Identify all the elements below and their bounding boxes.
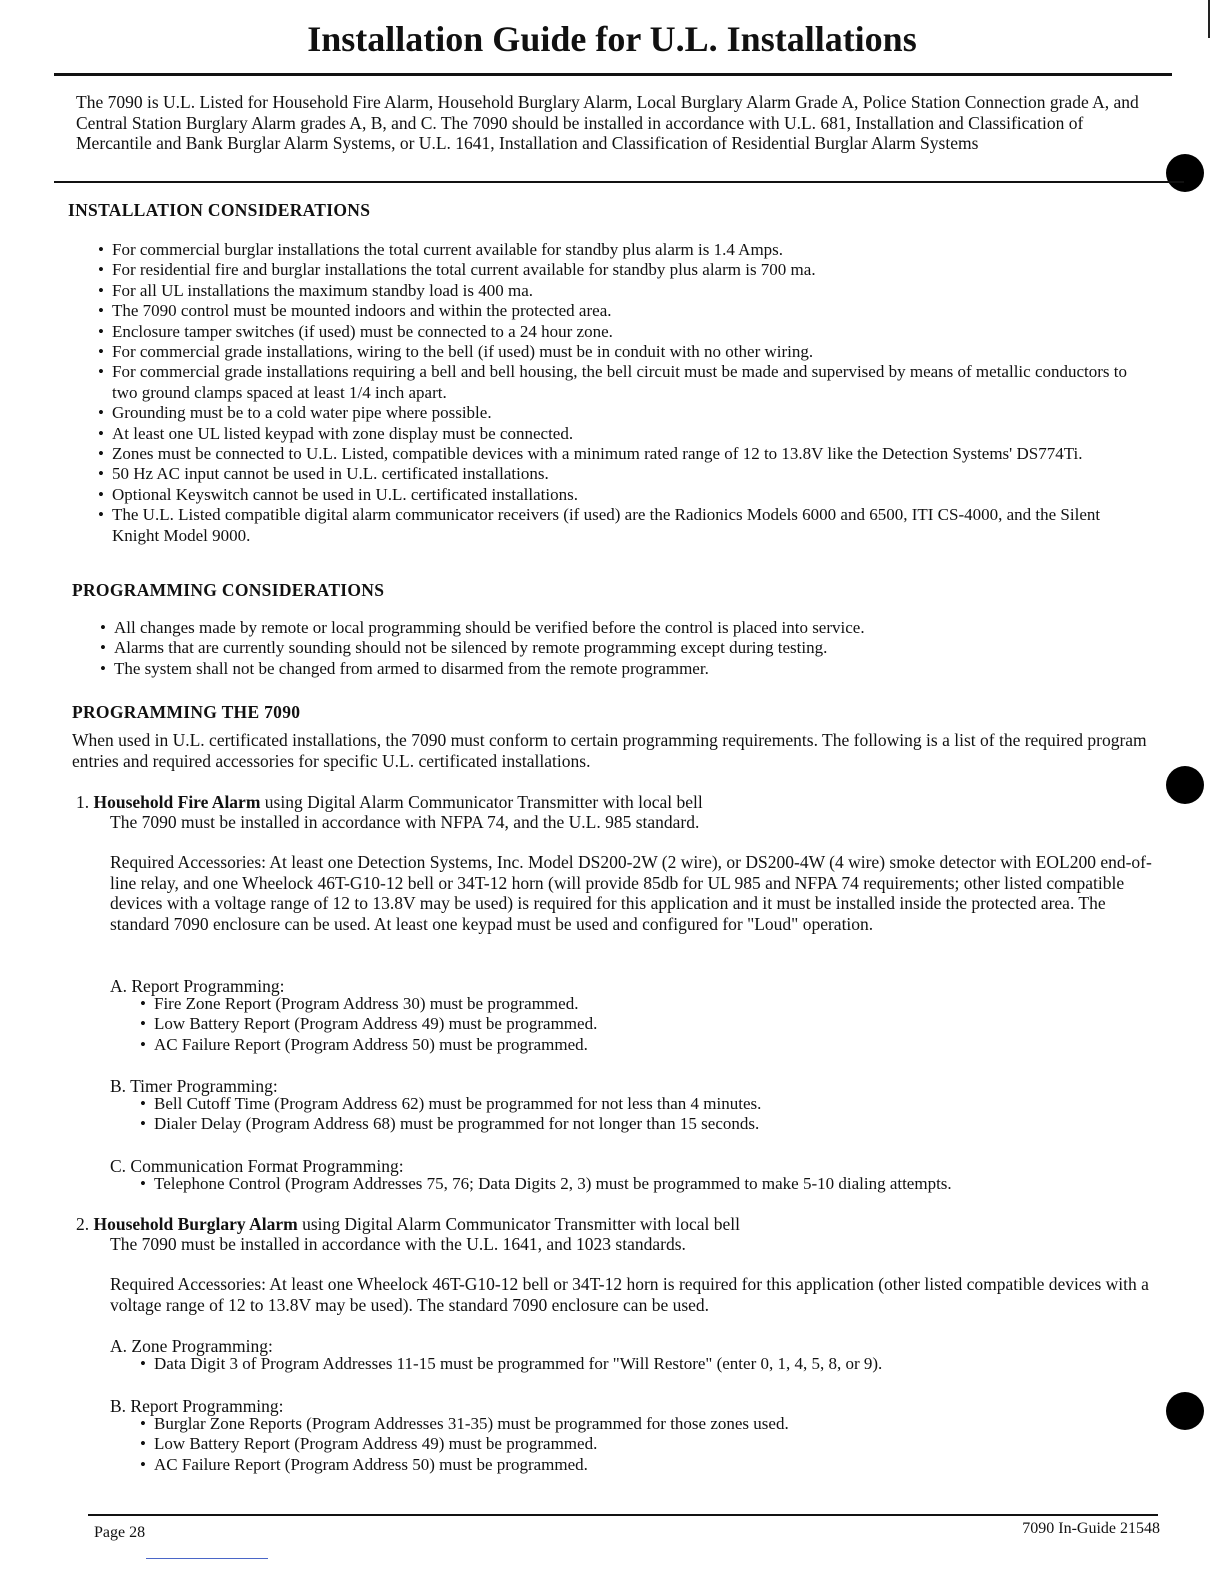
section1-a-list bbox=[140, 994, 1140, 1055]
title-rule bbox=[54, 73, 1172, 76]
list-item: • For commercial grade installations, wiring to the bell (if used) must be in conduit with no other wiring. bbox=[98, 342, 1148, 362]
section2-a-label: A. Zone Programming: bbox=[110, 1336, 273, 1356]
section1-b-list bbox=[140, 1094, 1140, 1135]
section2-a-list bbox=[140, 1354, 1140, 1374]
section2-b-list bbox=[140, 1414, 1140, 1475]
programming-7090-heading: PROGRAMMING THE 7090 bbox=[72, 702, 301, 722]
installation-list bbox=[98, 240, 1148, 546]
list-item: • AC Failure Report (Program Address 50) must be programmed. bbox=[140, 1455, 1140, 1475]
list-item: • Zones must be connected to U.L. Listed, compatible devices with a minimum rated range of 12 to 13.8V like the Detection Systems' DS774Ti. bbox=[98, 444, 1148, 464]
list-item: • Dialer Delay (Program Address 68) must be programmed for not longer than 15 seconds. bbox=[140, 1114, 1140, 1134]
intro-rule bbox=[54, 181, 1184, 183]
document-id: 7090 In-Guide 21548 bbox=[1022, 1520, 1160, 1537]
programming-7090-intro: When used in U.L. certificated installations, the 7090 must conform to certain programming requirements. The following is a list of the required program entries and required accessories for specific U.L. certificated installations. bbox=[72, 730, 1147, 771]
list-item: • Fire Zone Report (Program Address 30) must be programmed. bbox=[140, 994, 1140, 1014]
list-item: • Low Battery Report (Program Address 49) must be programmed. bbox=[140, 1014, 1140, 1034]
list-item: • Optional Keyswitch cannot be used in U.L. certificated installations. bbox=[98, 485, 1148, 505]
footer-rule bbox=[88, 1514, 1158, 1516]
section1-accessories: Required Accessories: At least one Detection Systems, Inc. Model DS200-2W (2 wire), or DS200-4W (4 wire) smoke detector with EOL200 end-of-line relay, and one Wheelock 46T-G10-12 bell or 34T-12 horn (will provide 85db for UL 985 and NFPA 74 requirements; other listed compatible devices with a voltage range of 12 to 13.8V may be used) is required for this application and it must be installed inside the protected area. The standard 7090 enclosure can be used. At least one keypad must be used and configured for "Loud" operation. bbox=[110, 852, 1152, 934]
section1-title: Household Fire Alarm bbox=[93, 792, 261, 812]
list-item: • AC Failure Report (Program Address 50) must be programmed. bbox=[140, 1035, 1140, 1055]
list-item: • 50 Hz AC input cannot be used in U.L. certificated installations. bbox=[98, 464, 1148, 484]
section2-standard: The 7090 must be installed in accordance with the U.L. 1641, and 1023 standards. bbox=[110, 1234, 686, 1254]
section2-number: 2. bbox=[76, 1214, 90, 1234]
section1-a-label: A. Report Programming: bbox=[110, 976, 285, 996]
section2-accessories: Required Accessories: At least one Wheelock 46T-G10-12 bell or 34T-12 horn is required for this application (other listed compatible devices with a voltage range of 12 to 13.8V may be used). The standard 7090 enclosure can be used. bbox=[110, 1274, 1149, 1315]
section1-standard: The 7090 must be installed in accordance with NFPA 74, and the U.L. 985 standard. bbox=[110, 812, 700, 832]
list-item: • All changes made by remote or local programming should be verified before the control is placed into service. bbox=[100, 618, 1130, 638]
page-number: Page 28 bbox=[94, 1524, 146, 1541]
section1-c-list bbox=[140, 1174, 1140, 1194]
section2-title: Household Burglary Alarm bbox=[93, 1214, 298, 1234]
page-title: Installation Guide for U.L. Installations bbox=[307, 19, 917, 59]
list-item: • The U.L. Listed compatible digital alarm communicator receivers (if used) are the Radionics Models 6000 and 6500, ITI CS-4000, and the Silent Knight Model 9000. bbox=[98, 505, 1148, 546]
list-item: • Enclosure tamper switches (if used) must be connected to a 24 hour zone. bbox=[98, 322, 1148, 342]
list-item: • Alarms that are currently sounding should not be silenced by remote programming except during testing. bbox=[100, 638, 1130, 658]
section1-c-label: C. Communication Format Programming: bbox=[110, 1156, 404, 1176]
installation-heading: INSTALLATION CONSIDERATIONS bbox=[68, 200, 371, 220]
section1-b-label: B. Timer Programming: bbox=[110, 1076, 278, 1096]
binder-hole bbox=[1166, 1392, 1204, 1430]
programming-considerations-list bbox=[100, 618, 1130, 679]
list-item: • At least one UL listed keypad with zone display must be connected. bbox=[98, 424, 1148, 444]
section1-title-line bbox=[76, 792, 1156, 813]
list-item: • For residential fire and burglar installations the total current available for standby plus alarm is 700 ma. bbox=[98, 260, 1148, 280]
list-item: • Burglar Zone Reports (Program Addresses 31-35) must be programmed for those zones used. bbox=[140, 1414, 1140, 1434]
list-item: • Data Digit 3 of Program Addresses 11-15 must be programmed for "Will Restore" (enter 0, 1, 4, 5, 8, or 9). bbox=[140, 1354, 1140, 1374]
section1-number: 1. bbox=[76, 792, 90, 812]
list-item: • The 7090 control must be mounted indoors and within the protected area. bbox=[98, 301, 1148, 321]
list-item: • Grounding must be to a cold water pipe where possible. bbox=[98, 403, 1148, 423]
list-item: • The system shall not be changed from armed to disarmed from the remote programmer. bbox=[100, 659, 1130, 679]
scan-mark bbox=[146, 1558, 268, 1559]
list-item: • For commercial grade installations requiring a bell and bell housing, the bell circuit must be made and supervised by means of metallic conductors to two ground clamps spaced at least 1/4 inch apart. bbox=[98, 362, 1148, 403]
list-item: • For all UL installations the maximum standby load is 400 ma. bbox=[98, 281, 1148, 301]
intro-paragraph: The 7090 is U.L. Listed for Household Fire Alarm, Household Burglary Alarm, Local Burglary Alarm Grade A, Police Station Connection grade A, and Central Station Burglary Alarm grades A, B, and C. The 7090 should be installed in accordance with U.L. 681, Installation and Classification of Mercantile and Bank Burglar Alarm Systems, or U.L. 1641, Installation and Classification of Residential Burglar Alarm Systems bbox=[76, 92, 1139, 153]
list-item: • For commercial burglar installations the total current available for standby plus alarm is 1.4 Amps. bbox=[98, 240, 1148, 260]
programming-considerations-heading: PROGRAMMING CONSIDERATIONS bbox=[72, 580, 385, 600]
section2-subtitle: using Digital Alarm Communicator Transmitter with local bell bbox=[297, 1214, 741, 1234]
binder-hole bbox=[1166, 154, 1204, 192]
section2-b-label: B. Report Programming: bbox=[110, 1396, 284, 1416]
list-item: • Bell Cutoff Time (Program Address 62) must be programmed for not less than 4 minutes. bbox=[140, 1094, 1140, 1114]
section1-subtitle: using Digital Alarm Communicator Transmitter with local bell bbox=[260, 792, 703, 812]
list-item: • Low Battery Report (Program Address 49) must be programmed. bbox=[140, 1434, 1140, 1454]
binder-hole bbox=[1166, 766, 1204, 804]
section2-title-line bbox=[76, 1214, 1156, 1235]
list-item: • Telephone Control (Program Addresses 75, 76; Data Digits 2, 3) must be programmed to make 5-10 dialing attempts. bbox=[140, 1174, 1140, 1194]
